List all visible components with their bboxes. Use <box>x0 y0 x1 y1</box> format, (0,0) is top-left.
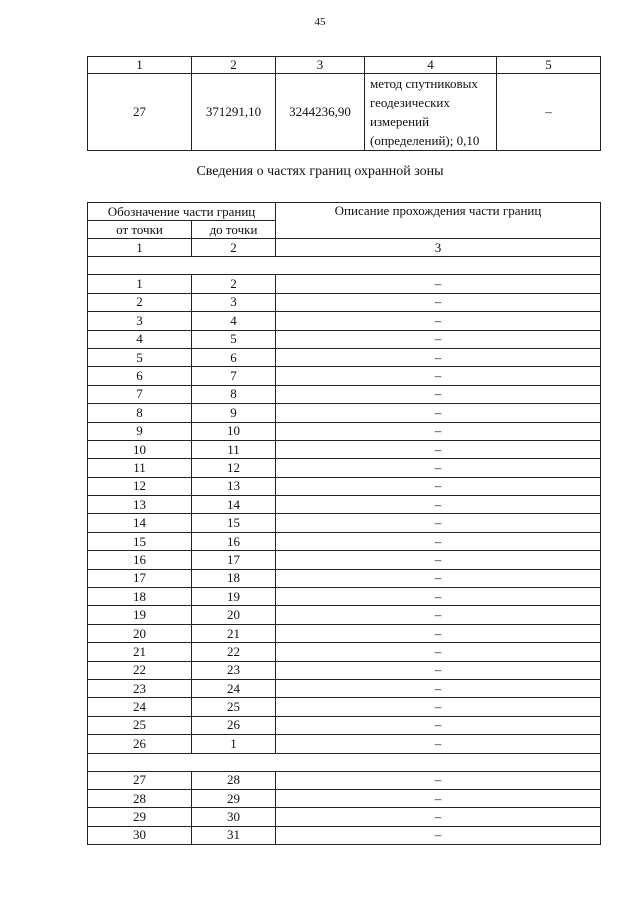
table-row <box>88 661 601 679</box>
from-point-cell: 25 <box>88 716 192 734</box>
group-separator-row <box>88 257 601 275</box>
from-point-cell: 11 <box>88 459 192 477</box>
table-row <box>88 330 601 348</box>
to-point-cell: 8 <box>192 385 276 403</box>
to-point-cell: 7 <box>192 367 276 385</box>
table-row <box>88 348 601 366</box>
to-point-cell: 4 <box>192 312 276 330</box>
table-row <box>88 293 601 311</box>
from-point-cell: 15 <box>88 532 192 550</box>
from-point-cell: 14 <box>88 514 192 532</box>
table-row <box>88 588 601 606</box>
from-point-cell: 22 <box>88 661 192 679</box>
to-point-cell: 10 <box>192 422 276 440</box>
to-point-cell: 23 <box>192 661 276 679</box>
column-number: 3 <box>276 57 365 74</box>
from-point-cell: 28 <box>88 789 192 807</box>
to-point-cell: 16 <box>192 532 276 550</box>
from-point-cell: 21 <box>88 643 192 661</box>
to-point-cell: 6 <box>192 348 276 366</box>
table-row <box>88 624 601 642</box>
column-5-value: – <box>497 74 601 151</box>
to-point-cell: 22 <box>192 643 276 661</box>
to-point-cell: 5 <box>192 330 276 348</box>
to-point-cell: 25 <box>192 698 276 716</box>
to-point-cell: 3 <box>192 293 276 311</box>
from-point-cell: 1 <box>88 275 192 293</box>
description-cell: – <box>276 789 601 807</box>
to-point-cell: 11 <box>192 440 276 458</box>
column-numbers-row <box>88 239 601 257</box>
table-row <box>88 440 601 458</box>
description-cell: – <box>276 330 601 348</box>
from-point-cell: 7 <box>88 385 192 403</box>
description-cell: – <box>276 808 601 826</box>
description-cell: – <box>276 643 601 661</box>
to-point-cell: 21 <box>192 624 276 642</box>
description-cell: – <box>276 624 601 642</box>
description-header: Описание прохождения части границ <box>276 203 601 239</box>
to-point-cell: 15 <box>192 514 276 532</box>
description-cell: – <box>276 293 601 311</box>
to-point-cell: 17 <box>192 551 276 569</box>
table-row <box>88 716 601 734</box>
column-number: 2 <box>192 57 276 74</box>
coordinates-table <box>87 56 601 151</box>
description-cell: – <box>276 698 601 716</box>
from-point-cell: 29 <box>88 808 192 826</box>
from-point-cell: 12 <box>88 477 192 495</box>
column-number: 4 <box>365 57 497 74</box>
to-point-cell: 2 <box>192 275 276 293</box>
method-line: измерений <box>370 114 430 129</box>
column-number: 3 <box>276 239 601 257</box>
table-row <box>88 312 601 330</box>
description-cell: – <box>276 275 601 293</box>
group-separator-cell <box>88 257 601 275</box>
from-point-cell: 17 <box>88 569 192 587</box>
description-cell: – <box>276 771 601 789</box>
to-point-cell: 29 <box>192 789 276 807</box>
description-cell: – <box>276 588 601 606</box>
column-number: 5 <box>497 57 601 74</box>
description-cell: – <box>276 735 601 753</box>
page-number: 45 <box>314 16 326 28</box>
from-point-cell: 30 <box>88 826 192 844</box>
from-point-cell: 20 <box>88 624 192 642</box>
from-point-cell: 5 <box>88 348 192 366</box>
measurement-method <box>365 74 497 151</box>
point-number: 27 <box>88 74 192 151</box>
from-point-cell: 2 <box>88 293 192 311</box>
x-coordinate: 371291,10 <box>192 74 276 151</box>
from-point-cell: 16 <box>88 551 192 569</box>
from-point-cell: 3 <box>88 312 192 330</box>
table-row <box>88 551 601 569</box>
to-point-cell: 19 <box>192 588 276 606</box>
description-cell: – <box>276 826 601 844</box>
table-row <box>88 808 601 826</box>
from-point-cell: 23 <box>88 679 192 697</box>
from-point-cell: 18 <box>88 588 192 606</box>
to-point-cell: 26 <box>192 716 276 734</box>
table-row <box>88 477 601 495</box>
description-cell: – <box>276 367 601 385</box>
column-number: 1 <box>88 239 192 257</box>
from-point-cell: 27 <box>88 771 192 789</box>
description-cell: – <box>276 348 601 366</box>
description-cell: – <box>276 459 601 477</box>
table-row <box>88 789 601 807</box>
table-row <box>88 275 601 293</box>
table-row <box>88 459 601 477</box>
table-row <box>88 735 601 753</box>
from-point-cell: 10 <box>88 440 192 458</box>
description-cell: – <box>276 716 601 734</box>
to-point-cell: 12 <box>192 459 276 477</box>
table-row <box>88 826 601 844</box>
table-row <box>88 643 601 661</box>
method-line: геодезических <box>370 95 450 110</box>
parts-header-row <box>88 203 601 221</box>
description-cell: – <box>276 404 601 422</box>
boundary-parts-table <box>87 202 601 845</box>
from-point-cell: 19 <box>88 606 192 624</box>
from-point-cell: 24 <box>88 698 192 716</box>
to-point-cell: 13 <box>192 477 276 495</box>
description-cell: – <box>276 532 601 550</box>
method-line: метод спутниковых <box>370 76 478 91</box>
to-point-cell: 30 <box>192 808 276 826</box>
to-point-cell: 20 <box>192 606 276 624</box>
column-number: 2 <box>192 239 276 257</box>
from-point-cell: 9 <box>88 422 192 440</box>
to-point-cell: 31 <box>192 826 276 844</box>
table-row <box>88 569 601 587</box>
from-point-cell: 8 <box>88 404 192 422</box>
from-point-cell: 26 <box>88 735 192 753</box>
table-row <box>88 679 601 697</box>
to-point-cell: 18 <box>192 569 276 587</box>
table-row <box>88 367 601 385</box>
to-point-cell: 24 <box>192 679 276 697</box>
group-separator-row <box>88 753 601 771</box>
table-row <box>88 606 601 624</box>
to-point-header: до точки <box>192 221 276 239</box>
description-cell: – <box>276 514 601 532</box>
table-row <box>88 532 601 550</box>
description-cell: – <box>276 606 601 624</box>
to-point-cell: 28 <box>192 771 276 789</box>
method-line: (определений); 0,10 <box>370 133 480 148</box>
description-cell: – <box>276 679 601 697</box>
section-title: Сведения о частях границ охранной зоны <box>196 164 444 179</box>
table-row <box>88 404 601 422</box>
to-point-cell: 14 <box>192 496 276 514</box>
table-row <box>88 385 601 403</box>
table-row <box>88 698 601 716</box>
y-coordinate: 3244236,90 <box>276 74 365 151</box>
from-point-cell: 6 <box>88 367 192 385</box>
group-separator-cell <box>88 753 601 771</box>
description-cell: – <box>276 661 601 679</box>
description-cell: – <box>276 496 601 514</box>
from-point-cell: 13 <box>88 496 192 514</box>
designation-header: Обозначение части границ <box>88 203 276 221</box>
from-point-cell: 4 <box>88 330 192 348</box>
to-point-cell: 9 <box>192 404 276 422</box>
description-cell: – <box>276 569 601 587</box>
coordinates-data-row <box>88 74 601 151</box>
description-cell: – <box>276 385 601 403</box>
table-row <box>88 771 601 789</box>
table-row <box>88 422 601 440</box>
coordinates-header-row <box>88 57 601 74</box>
description-cell: – <box>276 477 601 495</box>
table-row <box>88 514 601 532</box>
description-cell: – <box>276 551 601 569</box>
description-cell: – <box>276 440 601 458</box>
column-number: 1 <box>88 57 192 74</box>
table-row <box>88 496 601 514</box>
description-cell: – <box>276 422 601 440</box>
from-point-header: от точки <box>88 221 192 239</box>
description-cell: – <box>276 312 601 330</box>
to-point-cell: 1 <box>192 735 276 753</box>
